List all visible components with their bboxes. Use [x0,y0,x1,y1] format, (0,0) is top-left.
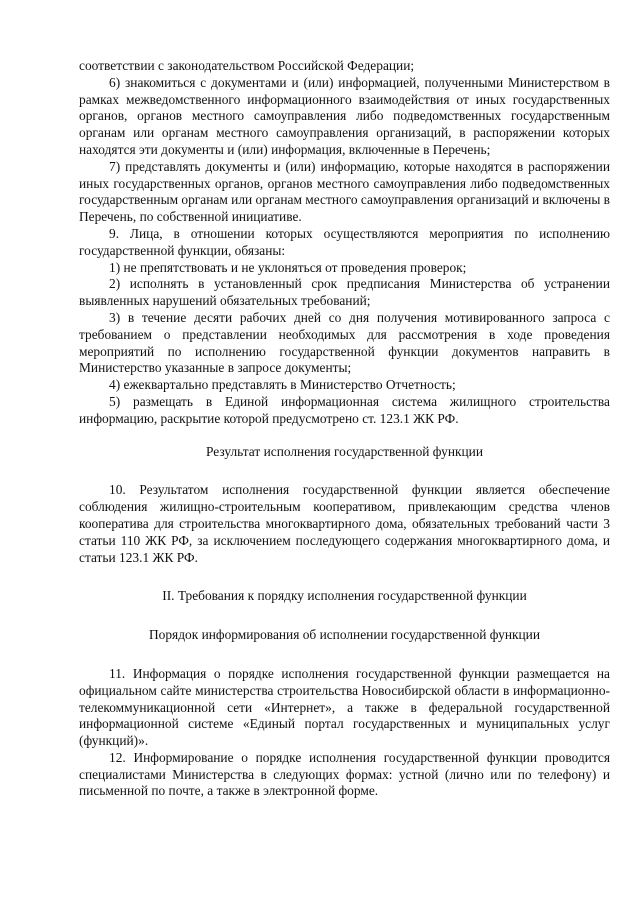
paragraph-9: 9. Лица, в отношении которых осуществляются мероприятия по исполнению государственной функции, обязаны: [79,225,610,258]
paragraph-10: 10. Результатом исполнения государственной функции является обеспечение соблюдения жилищно-строительным кооперативом, привлекающим средства членов кооператива для строительства многоквартирного дома, обязательных требований части 3 статьи 110 ЖК РФ, за исключением последующего содержания многоквартирного дома, и статьи 123.1 ЖК РФ. [79,482,610,565]
paragraph-continuation: соответствии с законодательством Российской Федерации; [79,58,415,73]
spacer [79,605,610,627]
paragraph-duty-5: 5) размещать в Единой информационная система жилищного строительства информацию, раскрытие которой предусмотрено ст. 123.1 ЖК РФ. [79,393,610,426]
paragraph-11: 11. Информация о порядке исполнения государственной функции размещается на официальном сайте министерства строительства Новосибирской области в информационно-телекоммуникационной сети «Интернет», а также в федеральной государственной информационной системе «Единый портал государственных и муниципальных услуг (функций)». [79,665,610,749]
spacer [79,460,610,482]
paragraph-item-7: 7) представлять документы и (или) информацию, которые находятся в распоряжении иных государственных органов, органов местного самоуправления либо подведомственных государственным органам или органам местного самоуправления организаций и включены в Перечень, по собственной инициативе. [79,158,610,225]
spacer [79,428,610,444]
paragraph-item-6: 6) знакомиться с документами и (или) информацией, полученными Министерством в рамках межведомственного информационного взаимодействия от иных государственных органов, органов местного самоуправления либо подведомственных государственным органам или органам местного самоуправления организаций, в распоряжении которых находятся эти документы и (или) информация, включенные в Перечень; [79,74,610,157]
spacer [79,644,610,666]
paragraph-duty-4: 4) ежеквартально представлять в Министерство Отчетность; [109,377,456,393]
paragraph-duty-2: 2) исполнять в установленный срок предписания Министерства об устранении выявленных нарушений обязательных требований; [79,276,610,309]
paragraph-duty-3: 3) в течение десяти рабочих дней со дня получения мотивированного запроса с требованием о представлении необходимых для рассмотрения в ходе проведения мероприятий по исполнению государственной функции документов направить в Министерство указанные в запросе документы; [79,309,610,376]
spacer [79,566,610,588]
heading-section-2: II. Требования к порядку исполнения государственной функции [162,588,527,604]
paragraph-12: 12. Информирование о порядке исполнения государственной функции проводится специалистами Министерства в следующих формах: устной (лично или по телефону) и письменной по почте, а также в электронной форме. [79,749,610,799]
heading-result: Результат исполнения государственной функции [206,443,483,459]
heading-informing: Порядок информирования об исполнении государственной функции [148,627,540,643]
paragraph-duty-1: 1) не препятствовать и не уклоняться от проведения проверок; [109,259,467,275]
